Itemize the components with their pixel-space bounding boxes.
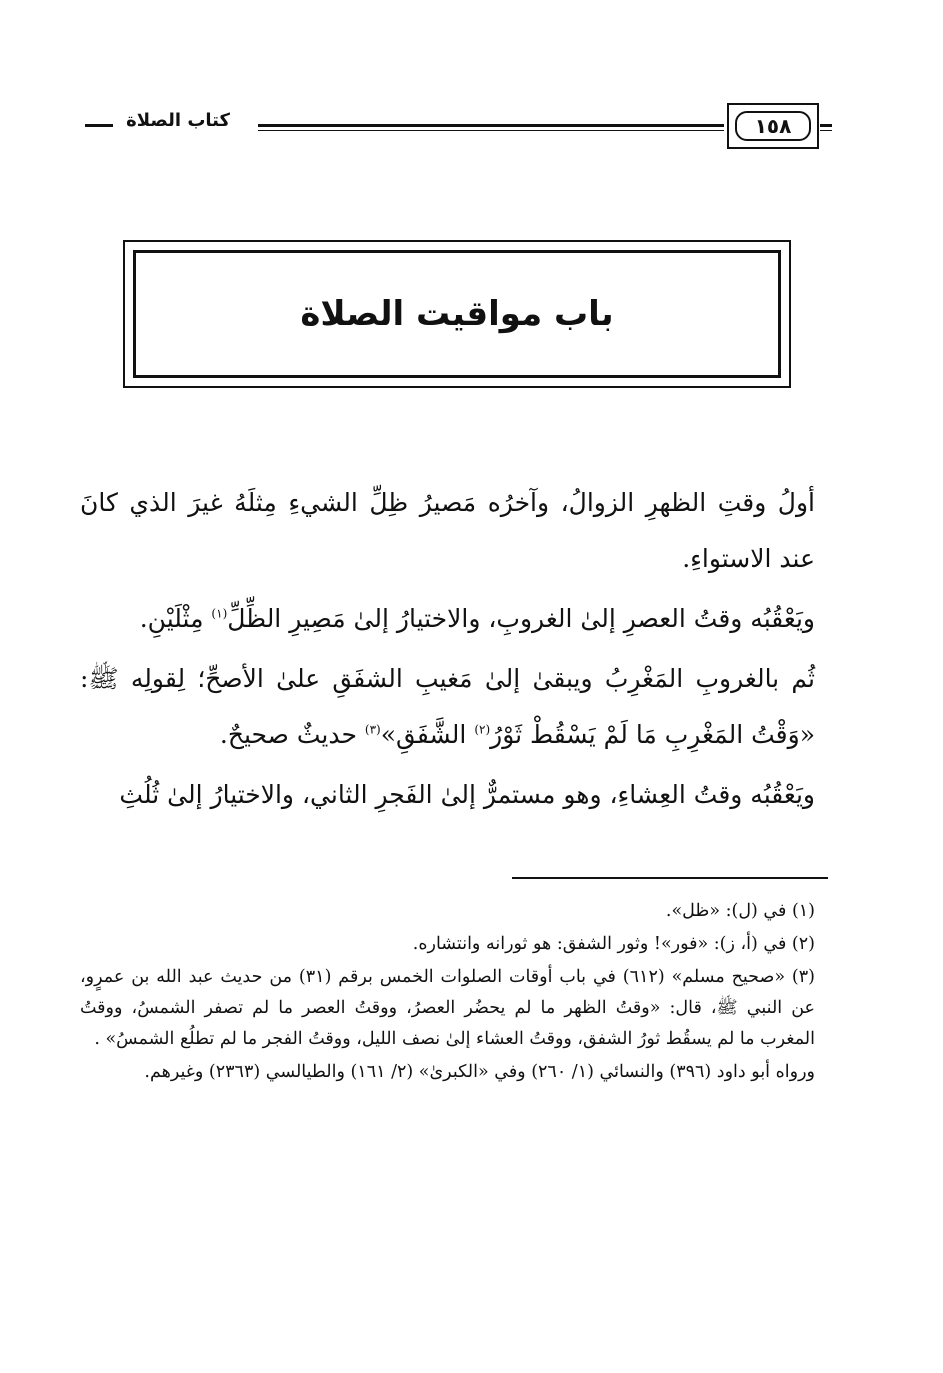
header-rule-middle xyxy=(258,124,724,127)
paragraph-asr-text: ويَعْقُبُه وقتُ العصرِ إلىٰ الغروبِ، والاختيارُ إلىٰ مَصِيرِ الظِّلِّ xyxy=(227,604,815,633)
footnote-2: (٢) في (أ، ز): «فور»! وثور الشفق: هو ثورانه وانتشاره. xyxy=(412,934,815,954)
footnote-3: (٣) «صحيح مسلم» (٦١٢) في باب أوقات الصلوات الخمس برقم (٣١) من حديث عبد الله بن عمرٍو، عن النبي ﷺ، قال: «وقتُ الظهر ما لم يحضُر العصرُ، ووقتُ العصر ما لم تصفر الشمسُ، ووقتُ المغرب ما لم يسقُط ثورُ الشفق، ووقتُ العشاء إلىٰ نصف الليل، ووقتُ الفجر ما لم تطلُع الشمسُ» . xyxy=(80,967,815,1049)
main-text xyxy=(80,475,815,823)
hadith-quote-part1: «وَقْتُ المَغْرِبِ مَا لَمْ يَسْقُطْ ثَوْرُ xyxy=(490,720,815,749)
header-rule-right xyxy=(820,124,832,127)
paragraph-zuhr: أولُ وقتِ الظهرِ الزوالُ، وآخرُه مَصيرُ ظِلِّ الشيءِ مِثلَهُ غيرَ الذي كانَ عند الاستواءِ. xyxy=(80,488,815,573)
footnote-1: (١) في (ل): «ظل». xyxy=(665,901,815,921)
paragraph-maghrib-line1: ثُم بالغروبِ المَغْرِبُ ويبقىٰ إلىٰ مَغيبِ الشفَقِ علىٰ الأصحِّ؛ لِقولِه ﷺ: xyxy=(80,664,815,693)
paragraph-maghrib xyxy=(80,651,815,763)
running-header-title: كتاب الصلاة xyxy=(126,110,230,131)
footnote-ref-1: (١) xyxy=(211,606,228,621)
footnote-3-continued: ورواه أبو داود (٣٩٦) والنسائي (١/ ٢٦٠) وفي «الكبرىٰ» (٢/ ١٦١) والطيالسي (٢٣٦٣) وغيرهم. xyxy=(144,1062,815,1082)
hadith-grade: حديثٌ صحيحٌ. xyxy=(219,720,365,749)
page-number: ١٥٨ xyxy=(735,111,811,141)
footnote-ref-2: (٢) xyxy=(474,722,491,737)
header-rule-right-thin xyxy=(820,130,832,131)
chapter-title: باب مواقيت الصلاة xyxy=(300,294,614,334)
paragraph-isha: ويَعْقُبُه وقتُ العِشاءِ، وهو مستمرٌّ إلىٰ الفَجرِ الثاني، والاختيارُ إلىٰ ثُلُثِ xyxy=(119,780,815,809)
page-number-box xyxy=(727,103,819,149)
hadith-quote-part2: الشَّفَقِ» xyxy=(380,720,475,749)
header-rule-left xyxy=(85,124,113,127)
footnote-separator xyxy=(512,877,828,879)
paragraph-asr xyxy=(80,591,815,647)
chapter-title-inner-frame xyxy=(133,250,781,378)
chapter-title-frame xyxy=(123,240,791,388)
footnotes xyxy=(80,896,815,1088)
paragraph-asr-end: مِثْلَيْنِ. xyxy=(139,604,212,633)
footnote-ref-3: (٣) xyxy=(364,722,381,737)
header-rule-middle-thin xyxy=(258,130,724,131)
